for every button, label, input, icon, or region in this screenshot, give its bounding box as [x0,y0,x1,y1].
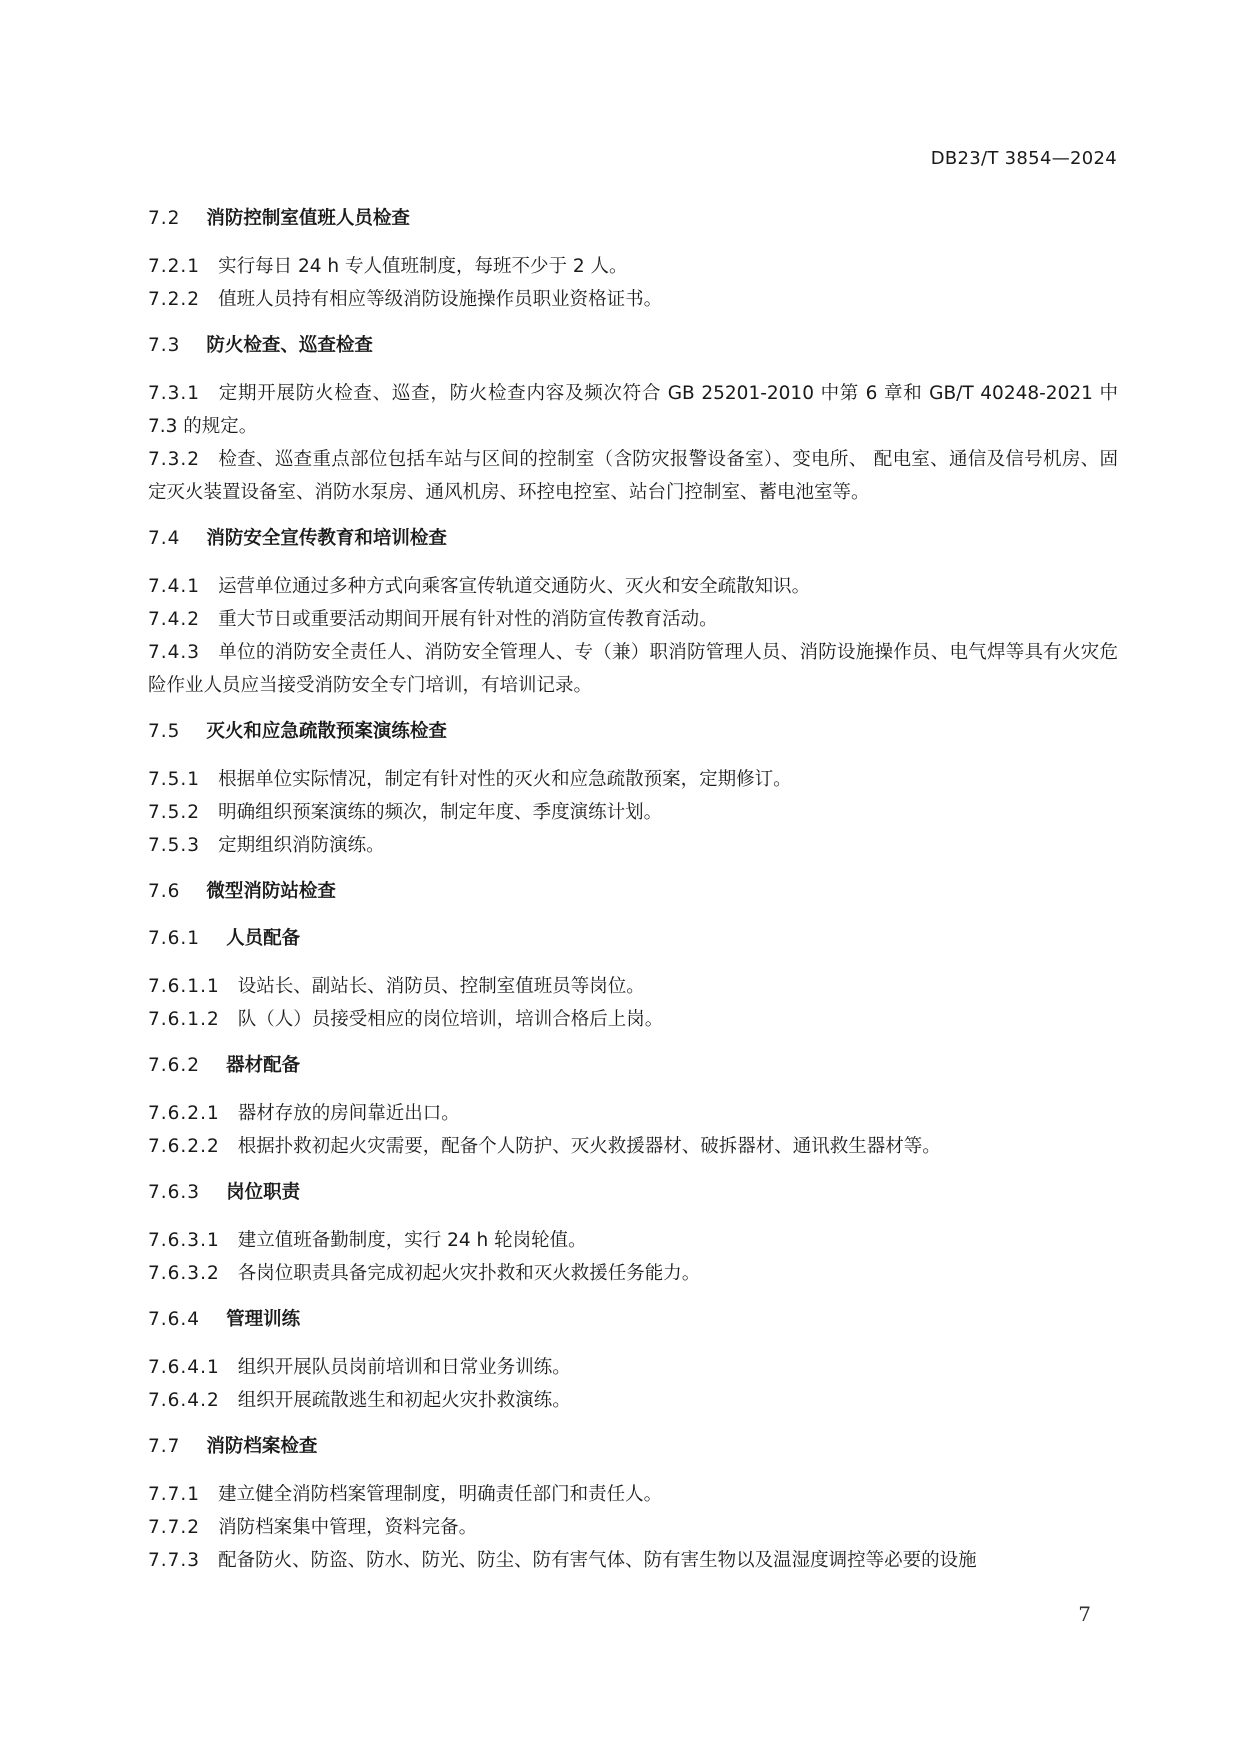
clause-number: 7.6.3.2 [148,1263,220,1284]
heading-text: 人员配备 [226,928,301,949]
heading-text: 消防控制室值班人员检查 [206,208,410,229]
section-heading [148,203,1118,235]
clause-text: 值班人员持有相应等级消防设施操作员职业资格证书。 [218,289,663,310]
clause-paragraph [148,1511,1118,1544]
clause-text: 根据单位实际情况，制定有针对性的灭火和应急疏散预案，定期修订。 [218,769,792,790]
page-number: 7 [1078,1602,1091,1626]
section-heading [148,330,1118,362]
clause-paragraph [148,763,1118,796]
clause-number: 7.6 [148,881,181,902]
clause-number: 7.5 [148,721,181,742]
heading-text: 灭火和应急疏散预案演练检查 [206,721,447,742]
clause-text: 根据扑救初起火灾需要，配备个人防护、灭火救援器材、破拆器材、通讯救生器材等。 [237,1136,941,1157]
clause-text: 组织开展疏散逃生和初起火灾扑救演练。 [237,1390,571,1411]
clause-number: 7.5.3 [148,835,201,856]
clause-number: 7.5.2 [148,802,201,823]
clause-number: 7.3.2 [148,449,201,470]
clause-number: 7.2.1 [148,256,201,277]
clause-number: 7.6.1.1 [148,976,220,997]
heading-text: 微型消防站检查 [206,881,336,902]
clause-text: 队（人）员接受相应的岗位培训，培训合格后上岗。 [237,1009,664,1030]
document-body [148,203,1118,1577]
heading-text: 消防档案检查 [206,1436,318,1457]
clause-number: 7.6.2.2 [148,1136,220,1157]
clause-number: 7.3 [148,335,181,356]
heading-text: 岗位职责 [226,1182,301,1203]
document-code: DB23/T 3854—2024 [930,148,1117,169]
clause-paragraph [148,796,1118,829]
clause-paragraph [148,603,1118,636]
clause-text: 单位的消防安全责任人、消防安全管理人、专（兼）职消防管理人员、消防设施操作员、电气焊等具有火灾危险作业人员应当接受消防安全专门培训，有培训记录。 [148,642,1118,696]
clause-number: 7.4 [148,528,181,549]
clause-text: 运营单位通过多种方式向乘客宣传轨道交通防火、灭火和安全疏散知识。 [218,576,811,597]
clause-number: 7.2 [148,208,181,229]
clause-number: 7.6.1 [148,928,201,949]
section-heading [148,876,1118,908]
clause-text: 建立健全消防档案管理制度，明确责任部门和责任人。 [218,1484,663,1505]
clause-text: 器材存放的房间靠近出口。 [237,1103,460,1124]
clause-number: 7.6.2.1 [148,1103,220,1124]
clause-number: 7.2.2 [148,289,201,310]
clause-paragraph [148,829,1118,862]
section-heading [148,523,1118,555]
heading-text: 防火检查、巡查检查 [206,335,373,356]
clause-text: 各岗位职责具备完成初起火灾扑救和灭火救援任务能力。 [237,1263,701,1284]
section-heading [148,716,1118,748]
clause-paragraph [148,1384,1118,1417]
clause-text: 检查、巡查重点部位包括车站与区间的控制室（含防灾报警设备室）、变电所、 配电室、通信及信号机房、固定灭火装置设备室、消防水泵房、通风机房、环控电控室、站台门控制室、蓄电池室等。 [148,449,1118,503]
clause-number: 7.4.1 [148,576,201,597]
heading-text: 器材配备 [226,1055,301,1076]
clause-paragraph [148,1544,1118,1577]
clause-paragraph [148,1478,1118,1511]
clause-paragraph [148,377,1118,443]
clause-number: 7.7 [148,1436,181,1457]
clause-paragraph [148,443,1118,509]
clause-number: 7.4.3 [148,642,201,663]
clause-number: 7.7.1 [148,1484,201,1505]
clause-text: 设站长、副站长、消防员、控制室值班员等岗位。 [237,976,645,997]
clause-paragraph [148,1097,1118,1130]
clause-text: 重大节日或重要活动期间开展有针对性的消防宣传教育活动。 [218,609,718,630]
clause-text: 定期开展防火检查、巡查，防火检查内容及频次符合 GB 25201-2010 中第 6 章和 GB/T 40248-2021 中 7.3 的规定。 [148,383,1118,437]
clause-number: 7.7.2 [148,1517,201,1538]
clause-number: 7.6.3.1 [148,1230,220,1251]
clause-text: 组织开展队员岗前培训和日常业务训练。 [237,1357,571,1378]
heading-text: 管理训练 [226,1309,301,1330]
clause-number: 7.5.1 [148,769,201,790]
clause-text: 消防档案集中管理，资料完备。 [218,1517,478,1538]
clause-number: 7.6.1.2 [148,1009,220,1030]
heading-text: 消防安全宣传教育和培训检查 [206,528,447,549]
clause-number: 7.6.3 [148,1182,201,1203]
clause-paragraph [148,283,1118,316]
clause-paragraph [148,970,1118,1003]
clause-number: 7.6.4 [148,1309,201,1330]
clause-paragraph [148,1130,1118,1163]
clause-paragraph [148,570,1118,603]
clause-number: 7.7.3 [148,1550,201,1571]
section-heading [148,1050,1118,1082]
clause-paragraph [148,1351,1118,1384]
clause-number: 7.6.4.1 [148,1357,220,1378]
section-heading [148,1431,1118,1463]
clause-paragraph [148,250,1118,283]
clause-text: 实行每日 24 h 专人值班制度，每班不少于 2 人。 [218,256,628,277]
clause-text: 定期组织消防演练。 [218,835,385,856]
clause-paragraph [148,1257,1118,1290]
clause-number: 7.3.1 [148,383,201,404]
clause-number: 7.4.2 [148,609,201,630]
clause-number: 7.6.2 [148,1055,201,1076]
clause-paragraph [148,1003,1118,1036]
section-heading [148,1304,1118,1336]
clause-text: 明确组织预案演练的频次，制定年度、季度演练计划。 [218,802,663,823]
clause-text: 配备防火、防盗、防水、防光、防尘、防有害气体、防有害生物以及温湿度调控等必要的设施 [218,1550,977,1571]
clause-text: 建立值班备勤制度，实行 24 h 轮岗轮值。 [237,1230,587,1251]
clause-paragraph [148,1224,1118,1257]
clause-paragraph [148,636,1118,702]
section-heading [148,1177,1118,1209]
section-heading [148,923,1118,955]
clause-number: 7.6.4.2 [148,1390,220,1411]
